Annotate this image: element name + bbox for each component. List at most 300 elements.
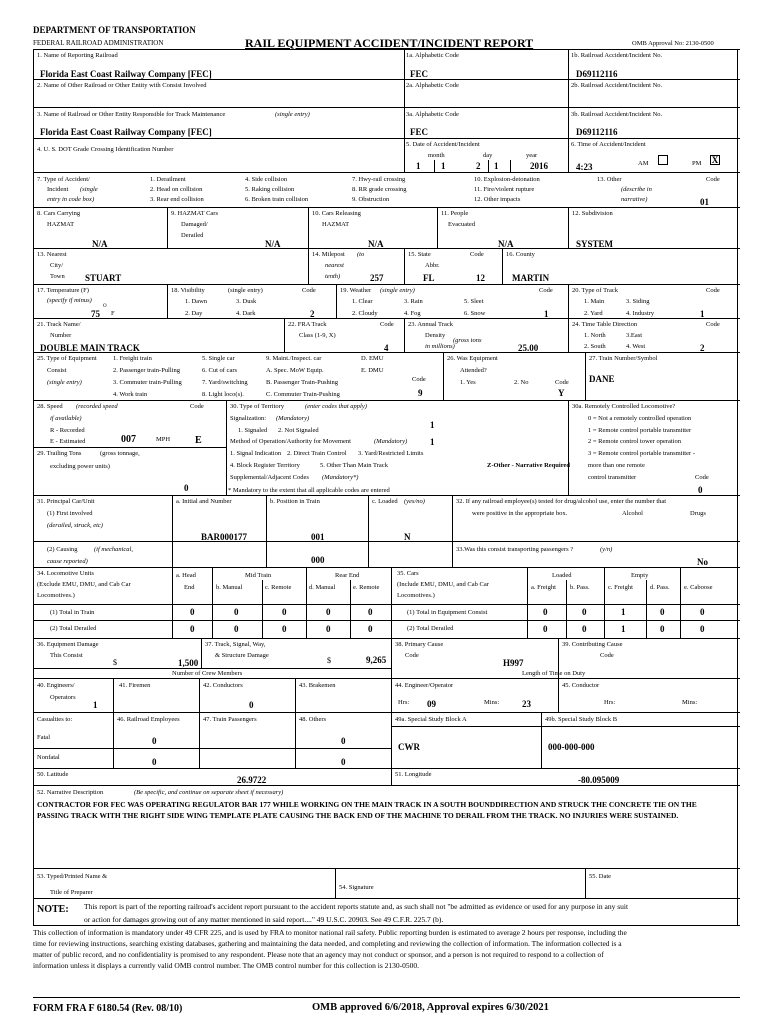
speed-recorded: R - Recorded [50,427,85,434]
loco-total-b: 0 [234,607,239,617]
rule [368,495,369,567]
rule [585,352,586,400]
eq-freight: 1. Freight train [113,355,152,362]
longitude-value: -80.095009 [578,775,620,785]
form-title: RAIL EQUIPMENT ACCIDENT/INCIDENT REPORT [245,36,534,50]
rule [33,925,740,926]
empty-header: Empty [631,572,649,579]
rule [295,712,296,768]
eq-work: 4. Work train [113,391,148,398]
drug-test-label-2: were positive in the appropriate box. [472,510,568,517]
eq-single: 5. Single car [202,355,235,362]
duty-time-label: Length of Time on Duty [522,670,586,677]
others-label: 48. Others [299,716,327,723]
drug-test-label: 32. If any railroad employee(s) tested for drug/alcohol use, enter the number that [456,498,667,505]
method-dtc: 2. Direct Train Control [287,450,347,457]
attended-label-2: Attended? [460,367,487,374]
track-yard: 2. Yard [584,310,603,317]
eq-pass-push: B. Passenger Train-Pushing [266,379,339,386]
burden-line-1: This collection of information is mandatory under 49 CFR 225, and is used by FRA to monitor national rail safety. Public reporting burden is estimated to average 2 hours per response, including the [33,928,627,937]
county-value: MARTIN [512,273,550,283]
rule [452,495,453,567]
date-sig-label: 55. Date [589,873,612,880]
method-z-other: Z-Other - Narrative Required [487,462,570,469]
state-code-value: 12 [476,273,485,283]
loco-derailed-label: (2) Total Derailed [50,625,97,632]
rule [33,79,740,80]
opt-explosion: 10. Explosion-detonation [474,176,540,183]
special-a-value: CWR [398,742,420,752]
attended-code-label: Code [555,379,569,386]
rule [226,400,227,495]
sig-signaled: 1. Signaled [238,427,268,434]
burden-line-2: time for reviewing instructions, searching existing databases, gathering and maintaining the data needed, and completing and reviewing the collection of information. The information collected is a [33,939,622,948]
cond-mins-label: Mins: [682,699,698,706]
vis-dawn: 1. Dawn [185,298,208,305]
contrib-cause-label: 39. Contributing Cause [562,641,623,648]
engineers-value: 1 [93,700,98,710]
rule [33,207,740,208]
dir-east: 3.East [626,332,643,339]
causing-position-value: 000 [311,555,325,565]
opt-head-on: 2. Head on collision [150,186,203,193]
other-code-label: 2a. Alphabetic Code [406,82,459,89]
cars-e-caboose: e. Caboose [684,584,713,591]
firemen-label: 41. Firemen [119,682,151,689]
initial-number-label: a. Initial and Number [176,498,232,505]
accident-type-label: 7. Type of Accident/ [37,176,90,183]
loaded-value: N [404,532,411,542]
temperature-note: (specify if minus) [47,297,92,304]
track-maint-label: 3. Name of Railroad or Other Entity Responsible for Track Maintenance [37,111,226,118]
density-label-2: Density [425,332,446,339]
drugs-label: Drugs [690,510,706,517]
passengers-value: No [697,557,708,567]
rule [33,248,740,249]
vis-dark: 4. Dark [236,310,256,317]
rule [350,580,351,638]
hazmat-damaged-label: 9. HAZMAT Cars [171,210,219,217]
rule [33,400,740,401]
track-no-value: D69112116 [576,127,618,137]
loaded-note: (yes/no) [404,498,425,505]
supplemental-label: Supplemental/Adjacent Codes [230,474,309,481]
first-involved-label: (1) First involved [47,510,93,517]
single-entry-note: (single entry) [275,111,310,118]
track-industry: 4. Industry [626,310,655,317]
nonfatal-employees: 0 [152,757,157,767]
territory-note: (enter codes that apply) [305,403,367,410]
rule [33,495,740,496]
track-code-value: FEC [410,127,428,137]
loco-mid-label: Mid Train [245,572,272,579]
rule [33,447,226,448]
milepost-note-3: tenth) [325,273,341,280]
rule [437,207,438,248]
state-label-2: Abbr. [425,262,440,269]
cars-b-pass: b. Pass. [570,584,590,591]
cars-label-3: Locomotives.) [397,592,435,599]
year-value: 2016 [530,161,548,171]
cars-total-label: (1) Total in Equipment Consist [407,609,488,616]
rule [33,49,740,50]
hazmat-damaged-label-3: Derailed [181,232,204,239]
fra-track-label: 22. FRA Track [288,321,327,328]
year-label: year [526,152,538,159]
vis-dusk: 3. Dusk [236,298,257,305]
rule [604,567,605,638]
speed-note-2: if available) [50,415,82,422]
accident-type-note-2: entry in code box) [47,196,95,203]
cars-label-2: (Include EMU, DMU, and Cab Car [397,581,489,588]
passengers-label: 33.Was this consist transporting passengers ? [456,546,574,553]
rule [541,712,542,768]
passengers-cas-label: 47. Train Passengers [203,716,257,723]
equip-damage-value: 1,500 [178,658,199,668]
subdivision-label: 12. Subdivision [572,210,613,217]
alpha-code-label: 1a. Alphabetic Code [406,52,459,59]
cars-der-b: 0 [582,624,587,634]
cars-c-freight: c. Freight [608,584,633,591]
rule [568,284,569,318]
cars-der-e: 0 [700,624,705,634]
density-note-2: in millions) [425,343,455,350]
opt-derailment: 1. Derailment [150,176,186,183]
alcohol-label: Alcohol [622,510,643,517]
equipment-type-note: (single entry) [47,379,82,386]
loco-der-c: 0 [282,624,287,634]
rule [33,107,740,108]
vis-day: 2. Day [185,310,203,317]
other-no-label: 2b. Railroad Accident/Incident No. [571,82,663,89]
weather-code: 1 [544,309,549,319]
dollar-sign: $ [113,658,117,667]
people-evac-label: 11. People [441,210,469,217]
county-label: 16. County [506,251,535,258]
eq-mow: A. Spec. MoW Equip. [266,367,324,374]
omb-approval: OMB approved 6/6/2018, Approval expires 6/30/2021 [312,1002,549,1013]
primary-cause-label: 38. Primary Cause [395,641,444,648]
cars-total-c: 1 [621,607,626,617]
loco-total-e: 0 [368,607,373,617]
rc-3c: control transmitter [588,474,637,481]
month-digit-2: 1 [441,161,446,171]
cars-der-c: 1 [621,624,626,634]
rule [527,567,528,638]
speed-code-label: Code [190,403,204,410]
equip-damage-label-2: This Consist [50,652,83,659]
fatal-employees: 0 [152,736,157,746]
am-checkbox[interactable] [658,155,668,165]
note-label: NOTE: [37,904,69,915]
state-code-label: Code [470,251,484,258]
rule [646,580,647,638]
rule [33,604,740,605]
rule [452,541,740,542]
opt-side: 4. Side collision [245,176,288,183]
special-a-label: 49a. Special Study Block A [395,716,467,723]
dot-crossing-label: 4. U. S. DOT Grade Crossing Identification Number [37,146,174,153]
nonfatal-others: 0 [341,757,346,767]
attended-no: 2. No [514,379,529,386]
casualties-label: Casualties to: [37,716,73,723]
loco-units-label: 34. Locomotive Units [37,570,94,577]
rc-0: 0 = Not a remotely controlled operation [588,415,692,422]
opt-raking: 5. Raking collision [245,186,295,193]
loaded-label: c. Loaded [372,498,398,505]
equipment-code: 9 [418,388,423,398]
contrib-cause-code-label: Code [600,652,614,659]
narrative-text: CONTRACTOR FOR FEC WAS OPERATING REGULATOR BAR 177 WHILE WORKING ON THE MAIN TRACK IN A SOUTH BOUNDDIRECTION AND STRUCK THE CONCRETE TIE ON THE PASSING TRACK WITH THE RIGHT SIDE WING TEMPLATE PLATE CAUSING THE BACK END OF THE MACHINE TO DERAIL FROM THE TRACK. NO INJURIES WERE SUSTAINED. [37,800,697,821]
track-damage-label: 37. Track, Signal, Way, [205,641,266,648]
rule [33,678,740,679]
cars-a-freight: a. Freight [531,584,556,591]
sig-not-signaled: 2. Not Signaled [278,427,319,434]
cars-hazmat-label-2: HAZMAT [47,221,75,228]
mandatory-note: * Mandatory to the extent that all applicable codes are entered [228,487,390,494]
eq-dmu: E. DMU [361,367,384,374]
fahrenheit: F [111,310,115,317]
attended-yes: 1. Yes [460,379,476,386]
rule [33,868,740,869]
eq-yard: 7. Yard/switching [202,379,248,386]
rule [510,160,511,172]
method-note: (Mandatory) [374,438,408,445]
principal-car-label: 31. Principal Car/Unit [37,498,95,505]
cars-d-pass: d. Pass. [650,584,670,591]
month-digit-1: 1 [416,161,421,171]
rc-3: 3 = Remote control portable transmitter - [588,450,695,457]
note-line-1: This report is part of the reporting railroad's accident report pursuant to the accident reports statute and, as such shall not "be admitted as evidence or used for any purpose in any suit [84,902,629,911]
loco-end-label: End [184,584,195,591]
equip-damage-label: 36. Equipment Damage [37,641,99,648]
preparer-label-2: Title of Preparer [50,889,93,896]
dir-north: 1. North [584,332,606,339]
rule [391,638,392,712]
trailing-tons-note: (gross tonnage, [100,450,140,457]
trailing-tons-label: 29. Trailing Tons [37,450,82,457]
rule [434,160,435,172]
degree-mark: O [103,304,107,309]
rule [404,49,405,172]
special-b-label: 49b. Special Study Block B [545,716,618,723]
opt-rr-grade: 8. RR grade crossing [352,186,407,193]
rule [33,620,740,621]
cars-total-a: 0 [543,607,548,617]
pm-label: PM [692,160,702,167]
loco-d-manual: d. Manual [309,584,336,591]
remote-code: 0 [698,485,703,495]
track-name-label: 21. Track Name/ [37,321,81,328]
wx-rain: 3. Rain [404,298,423,305]
am-label: AM [638,160,649,167]
rule [308,207,309,248]
opt-broken: 6. Broken train collision [245,196,309,203]
rule [212,567,213,638]
rule [568,207,569,248]
remote-loco-label: 30a. Remotely Controlled Locomotive? [572,403,676,410]
rule [336,284,337,318]
trailing-tons-note-2: excluding power units) [50,463,110,470]
crew-members-label: Number of Crew Members [172,670,243,677]
rule [172,567,173,638]
eq-cut: 6. Cut of cars [202,367,238,374]
omb-number: OMB Approval No: 2130-0500 [632,40,714,47]
burden-line-3: matter of public record, and no confidentiality is promised to any respondent. Please note that an agency may not conduct or sponsor, and a person is not required to respond to a collection of [33,950,604,959]
rule [33,49,34,925]
accident-type-code: 01 [700,197,709,207]
track-main: 1. Main [584,298,605,305]
attended-label: 26. Was Equipment [447,355,498,362]
speed-note: (recorded speed [76,403,118,410]
density-label: 23. Annual Track [408,321,453,328]
opt-hwy-rail: 7. Hwy-rail crossing [352,176,406,183]
supplemental-note: (Mandatory*) [322,474,359,481]
rr-employees-label: 46. Railroad Employees [117,716,180,723]
fatal-label: Fatal [37,734,50,741]
special-b-value: 000-000-000 [548,742,595,752]
railroad-name-label: 1. Name of Reporting Railroad [37,52,118,59]
wx-cloudy: 2. Cloudy [352,310,378,317]
opt-other: 13. Other [597,176,622,183]
temperature-value: 75 [91,309,100,319]
wx-clear: 1. Clear [352,298,373,305]
people-evac-value: N/A [498,239,514,249]
rule [502,248,503,284]
engineers-label-2: Operators [50,694,76,701]
rule [306,567,307,638]
milepost-label: 14. Milepost [312,251,345,258]
rule [295,678,296,712]
speed-estimated: E - Estimated [50,438,86,445]
cars-der-a: 0 [543,624,548,634]
density-note: (gross tons [453,337,482,344]
rule [33,138,740,139]
loco-units-label-2: (Exclude EMU, DMU, and Cab Car [37,581,131,588]
loco-total-a: 0 [190,607,195,617]
engineers-label: 40. Engineers/ [37,682,75,689]
rule [113,712,114,768]
method-block: 4. Block Register Territory [230,462,300,469]
preparer-label: 53. Typed/Printed Name & [37,873,108,880]
loco-der-a: 0 [190,624,195,634]
hazmat-damaged-value: N/A [265,239,281,249]
engineer-operator-label: 44. Engineer/Operator [395,682,454,689]
cars-hazmat-value: N/A [92,239,108,249]
rule [680,567,681,638]
eq-comm-push: C. Commuter Train-Pushing [266,391,340,398]
rule [172,495,173,567]
wx-fog: 4. Fog [404,310,421,317]
equipment-code-label: Code [412,376,426,383]
method-signal: 1. Signal Indication [230,450,282,457]
signalization-note: (Mandatory) [276,415,310,422]
remote-code-label: Code [695,474,709,481]
loco-e-remote: e. Remote [353,584,380,591]
speed-label: 28. Speed [37,403,63,410]
city-label-2: City/ [50,262,64,269]
cond-hrs-label: Hrs: [604,699,616,706]
opt-other-note-2: narrative) [621,196,648,203]
speed-value: 007 [121,434,136,445]
rule [33,898,740,899]
subdivision-value: SYSTEM [576,239,614,249]
day-digit-1: 2 [476,161,481,171]
equipment-type-label: 25. Type of Equipment [37,355,97,362]
signalization-code: 1 [430,420,435,430]
primary-cause-value: H997 [503,658,524,668]
month-label: month [428,152,445,159]
accident-type-label-2: Incident [47,186,69,193]
signature-label: 54. Signature [339,884,374,891]
cars-total-b: 0 [582,607,587,617]
attended-code: Y [558,388,565,398]
causing-label: (2) Causing [47,546,78,553]
brakemen-label: 43. Brakemen [299,682,336,689]
eng-mins-label: Mins: [484,699,500,706]
opt-other-note: (describe in [621,186,652,193]
visibility-code-label: Code [302,287,316,294]
method-label: Method of Operation/Authority for Movement [230,438,351,445]
track-damage-value: 9,265 [366,655,387,665]
rule [262,580,263,638]
rule [568,49,569,172]
rule [391,567,392,638]
track-name-value: DOUBLE MAIN TRACK [40,343,140,353]
nonfatal-label: Nonfatal [37,754,60,761]
trailing-tons-value: 0 [184,483,189,493]
dollar-sign-2: $ [327,656,331,665]
eng-mins-value: 23 [522,699,531,709]
rule [33,748,391,749]
hazmat-damaged-label-2: Damaged/ [181,221,208,228]
time-label: 6. Time of Accident/Incident [571,141,646,148]
narrative-note: (Be specific, and continue on separate sheet if necessary) [134,789,284,796]
rule [113,678,114,712]
fra-track-value: 4 [384,343,389,353]
rule [33,712,740,713]
burden-line-4: information unless it displays a currently valid OMB control number. The OMB control number for this collection is 2130-0500. [33,961,420,970]
visibility-note: (single entry) [228,287,263,294]
rule [167,207,168,248]
rule [568,400,569,495]
eq-passenger: 2. Passenger train-Pulling [113,367,180,374]
track-maint-value: Florida East Coast Railway Company [FEC] [40,127,212,137]
rule [566,580,567,638]
rule [266,495,267,567]
equipment-type-label-2: Consist [47,367,67,374]
incident-no-value: D69112116 [576,69,618,79]
pm-checkbox[interactable]: X [711,155,719,165]
admin-title: FEDERAL RAILROAD ADMINISTRATION [33,39,164,47]
track-siding: 3. Siding [626,298,650,305]
loco-b-manual: b. Manual [216,584,243,591]
rule [404,248,405,284]
conductors-label: 42. Conductors [203,682,243,689]
cars-total-e: 0 [700,607,705,617]
milepost-value: 257 [370,273,384,283]
loco-head-label: a. Head [176,572,196,579]
rule [199,678,200,712]
rule [33,768,740,769]
rule [33,567,740,568]
rule [335,868,336,898]
loaded-header: Loaded [552,572,572,579]
cars-hazmat-label: 8. Cars Carrying [37,210,81,217]
track-no-label: 3b. Railroad Accident/Incident No. [571,111,663,118]
date-label: 5. Date of Accident/Incident [406,141,480,148]
opt-fire: 11. Fire/violent rupture [474,186,535,193]
